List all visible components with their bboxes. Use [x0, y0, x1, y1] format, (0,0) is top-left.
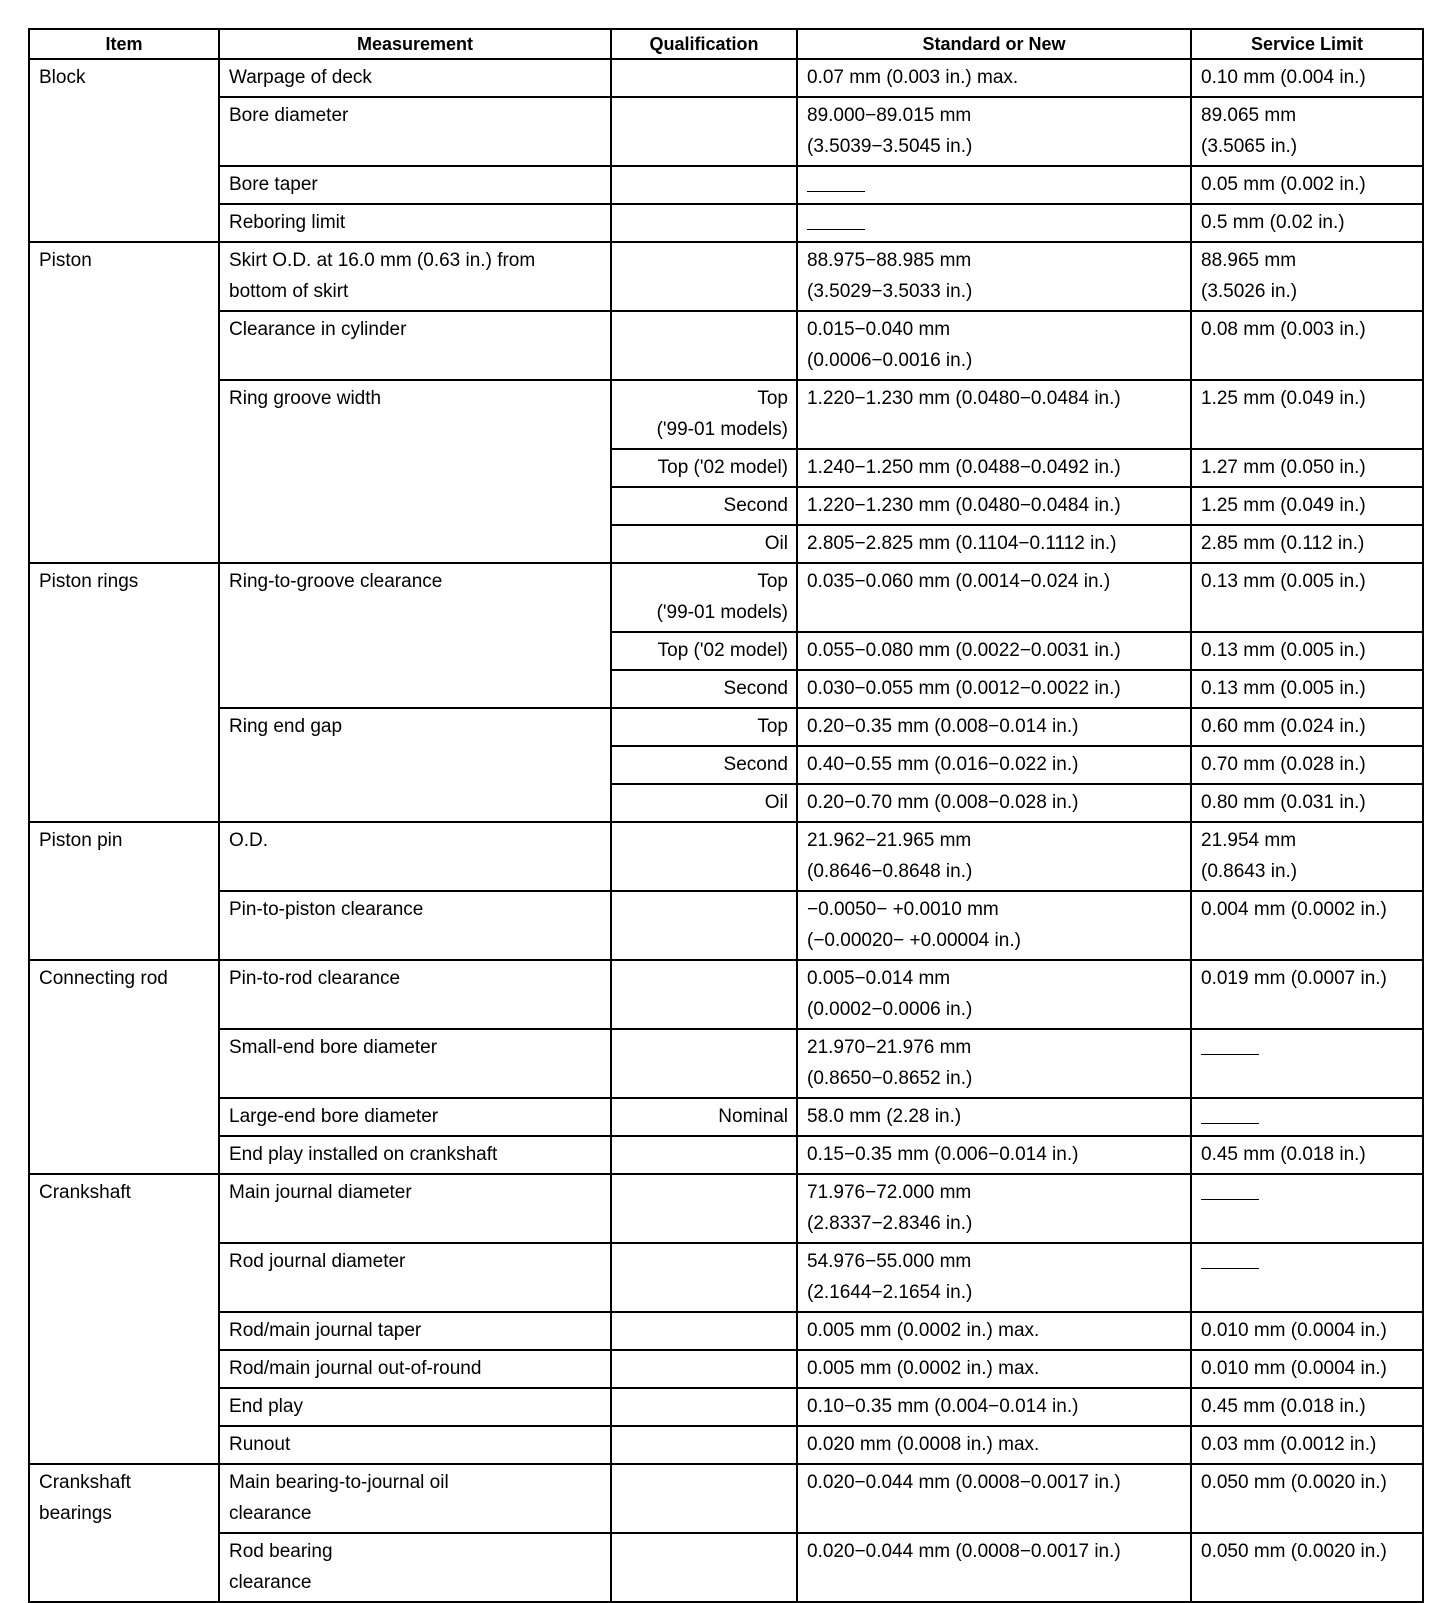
- standard-line: (0.0002−0.0006 in.): [807, 999, 973, 1020]
- standard-cell: 2.805−2.825 mm (0.1104−0.1112 in.): [797, 525, 1191, 563]
- limit-line: (3.5065 in.): [1201, 136, 1298, 157]
- table-row: [29, 97, 1423, 166]
- measurement-cell: Main journal diameter: [219, 1174, 611, 1243]
- standard-cell: 0.035−0.060 mm (0.0014−0.024 in.): [797, 563, 1191, 632]
- table-row: [29, 1464, 1423, 1533]
- limit-cell: 0.050 mm (0.0020 in.): [1191, 1533, 1423, 1602]
- standard-line: 54.976−55.000 mm: [807, 1251, 972, 1272]
- qualification-line: ('99-01 models): [656, 419, 788, 440]
- limit-cell: [1191, 822, 1423, 891]
- table-row: [29, 1174, 1423, 1243]
- qualification-cell: [611, 1243, 797, 1312]
- limit-cell: 0.004 mm (0.0002 in.): [1191, 891, 1423, 960]
- limit-line: (0.8643 in.): [1201, 861, 1298, 882]
- qualification-line: Top: [757, 388, 788, 409]
- standard-line: (2.8337−2.8346 in.): [807, 1213, 973, 1234]
- qualification-cell: [611, 891, 797, 960]
- standard-line: 21.970−21.976 mm: [807, 1037, 972, 1058]
- table-row: [29, 708, 1423, 746]
- measurement-cell: Reboring limit: [219, 204, 611, 242]
- table-row: [29, 1533, 1423, 1602]
- measurement-cell: Pin-to-rod clearance: [219, 960, 611, 1029]
- qualification-cell: Second: [611, 487, 797, 525]
- table-row: [29, 1098, 1423, 1136]
- qualification-cell: [611, 1312, 797, 1350]
- measurement-cell: Ring groove width: [219, 380, 611, 563]
- table-row: [29, 59, 1423, 97]
- qualification-cell: [611, 1350, 797, 1388]
- qualification-cell: [611, 960, 797, 1029]
- measurement-cell: Rod/main journal out-of-round: [219, 1350, 611, 1388]
- measurement-line: Main bearing-to-journal oil: [229, 1472, 449, 1493]
- standard-cell: [797, 242, 1191, 311]
- limit-cell: 0.010 mm (0.0004 in.): [1191, 1312, 1423, 1350]
- limit-cell: 0.60 mm (0.024 in.): [1191, 708, 1423, 746]
- standard-line: (2.1644−2.1654 in.): [807, 1282, 973, 1303]
- item-block: Block: [29, 59, 219, 242]
- measurement-cell: End play installed on crankshaft: [219, 1136, 611, 1174]
- limit-cell: 0.5 mm (0.02 in.): [1191, 204, 1423, 242]
- limit-line: 21.954 mm: [1201, 830, 1297, 851]
- table-row: [29, 204, 1423, 242]
- header-item: Item: [29, 29, 219, 59]
- standard-line: (0.8646−0.8648 in.): [807, 861, 973, 882]
- item-piston-rings: Piston rings: [29, 563, 219, 822]
- standard-cell: [797, 311, 1191, 380]
- dash-mark: [1201, 1199, 1259, 1200]
- standard-cell: 0.10−0.35 mm (0.004−0.014 in.): [797, 1388, 1191, 1426]
- qualification-cell: [611, 1533, 797, 1602]
- item-crankshaft-bearings: [29, 1464, 219, 1602]
- standard-cell: [797, 1174, 1191, 1243]
- standard-line: 0.005−0.014 mm: [807, 968, 951, 989]
- standard-cell: [797, 166, 1191, 204]
- qualification-cell: [611, 242, 797, 311]
- limit-cell: 0.13 mm (0.005 in.): [1191, 632, 1423, 670]
- standard-line: 21.962−21.965 mm: [807, 830, 972, 851]
- measurement-line: clearance: [229, 1503, 312, 1524]
- standard-cell: 58.0 mm (2.28 in.): [797, 1098, 1191, 1136]
- measurement-cell: Rod/main journal taper: [219, 1312, 611, 1350]
- measurement-cell: Large-end bore diameter: [219, 1098, 611, 1136]
- standard-line: (3.5039−3.5045 in.): [807, 136, 973, 157]
- qualification-cell: [611, 166, 797, 204]
- limit-cell: [1191, 97, 1423, 166]
- standard-cell: [797, 960, 1191, 1029]
- standard-line: −0.0050− +0.0010 mm: [807, 899, 999, 920]
- qualification-cell: [611, 1029, 797, 1098]
- qualification-cell: [611, 1464, 797, 1533]
- standard-cell: 1.220−1.230 mm (0.0480−0.0484 in.): [797, 487, 1191, 525]
- standard-cell: 0.15−0.35 mm (0.006−0.014 in.): [797, 1136, 1191, 1174]
- standard-line: 89.000−89.015 mm: [807, 105, 972, 126]
- standard-cell: 0.020−0.044 mm (0.0008−0.0017 in.): [797, 1533, 1191, 1602]
- measurement-cell: End play: [219, 1388, 611, 1426]
- table-row: [29, 1312, 1423, 1350]
- item-crankshaft: Crankshaft: [29, 1174, 219, 1464]
- standard-cell: 0.20−0.35 mm (0.008−0.014 in.): [797, 708, 1191, 746]
- item-piston-pin: Piston pin: [29, 822, 219, 960]
- limit-cell: [1191, 1243, 1423, 1312]
- standard-cell: [797, 204, 1191, 242]
- standard-cell: 0.055−0.080 mm (0.0022−0.0031 in.): [797, 632, 1191, 670]
- limit-cell: 0.45 mm (0.018 in.): [1191, 1136, 1423, 1174]
- qualification-cell: [611, 204, 797, 242]
- qualification-cell: [611, 311, 797, 380]
- standard-cell: 0.07 mm (0.003 in.) max.: [797, 59, 1191, 97]
- limit-cell: 0.10 mm (0.004 in.): [1191, 59, 1423, 97]
- dash-mark: [1201, 1268, 1259, 1269]
- standard-line: (0.0006−0.0016 in.): [807, 350, 973, 371]
- measurement-line: bottom of skirt: [229, 281, 349, 302]
- measurement-cell: [219, 242, 611, 311]
- qualification-cell: Top ('02 model): [611, 449, 797, 487]
- header-qualification: Qualification: [611, 29, 797, 59]
- measurement-cell: O.D.: [219, 822, 611, 891]
- qualification-cell: Second: [611, 746, 797, 784]
- header-row: [29, 29, 1423, 59]
- table-row: [29, 1243, 1423, 1312]
- limit-line: 89.065 mm: [1201, 105, 1297, 126]
- standard-line: 88.975−88.985 mm: [807, 250, 972, 271]
- table-row: [29, 1029, 1423, 1098]
- limit-cell: 0.13 mm (0.005 in.): [1191, 670, 1423, 708]
- standard-cell: [797, 891, 1191, 960]
- limit-cell: 0.010 mm (0.0004 in.): [1191, 1350, 1423, 1388]
- qualification-cell: [611, 1174, 797, 1243]
- standard-cell: [797, 822, 1191, 891]
- table-row: [29, 891, 1423, 960]
- limit-cell: 1.25 mm (0.049 in.): [1191, 380, 1423, 449]
- qualification-line: Top: [757, 571, 788, 592]
- qualification-cell: [611, 1426, 797, 1464]
- measurement-line: clearance: [229, 1572, 312, 1593]
- limit-cell: [1191, 1098, 1423, 1136]
- table-row: [29, 1350, 1423, 1388]
- table-row: [29, 563, 1423, 632]
- standard-cell: 0.020−0.044 mm (0.0008−0.0017 in.): [797, 1464, 1191, 1533]
- standard-line: 0.015−0.040 mm: [807, 319, 951, 340]
- standard-cell: 1.240−1.250 mm (0.0488−0.0492 in.): [797, 449, 1191, 487]
- limit-cell: 0.08 mm (0.003 in.): [1191, 311, 1423, 380]
- measurement-cell: Small-end bore diameter: [219, 1029, 611, 1098]
- table-row: [29, 1388, 1423, 1426]
- limit-cell: 1.27 mm (0.050 in.): [1191, 449, 1423, 487]
- limit-cell: [1191, 1029, 1423, 1098]
- limit-cell: 0.80 mm (0.031 in.): [1191, 784, 1423, 822]
- limit-cell: 0.03 mm (0.0012 in.): [1191, 1426, 1423, 1464]
- qualification-cell: Oil: [611, 784, 797, 822]
- qualification-cell: [611, 563, 797, 632]
- standard-cell: 0.40−0.55 mm (0.016−0.022 in.): [797, 746, 1191, 784]
- specifications-table: [28, 28, 1424, 1603]
- table-row: [29, 1426, 1423, 1464]
- measurement-cell: Warpage of deck: [219, 59, 611, 97]
- measurement-cell: Clearance in cylinder: [219, 311, 611, 380]
- limit-cell: 0.70 mm (0.028 in.): [1191, 746, 1423, 784]
- limit-cell: 0.45 mm (0.018 in.): [1191, 1388, 1423, 1426]
- limit-cell: 1.25 mm (0.049 in.): [1191, 487, 1423, 525]
- standard-cell: [797, 1243, 1191, 1312]
- dash-mark: [807, 191, 865, 192]
- item-line: Crankshaft: [39, 1472, 131, 1493]
- standard-line: (−0.00020− +0.00004 in.): [807, 930, 1021, 951]
- limit-cell: [1191, 1174, 1423, 1243]
- standard-cell: 0.030−0.055 mm (0.0012−0.0022 in.): [797, 670, 1191, 708]
- standard-cell: 0.020 mm (0.0008 in.) max.: [797, 1426, 1191, 1464]
- limit-cell: 0.05 mm (0.002 in.): [1191, 166, 1423, 204]
- measurement-cell: Runout: [219, 1426, 611, 1464]
- dash-mark: [807, 229, 865, 230]
- limit-line: 88.965 mm: [1201, 250, 1297, 271]
- limit-cell: 2.85 mm (0.112 in.): [1191, 525, 1423, 563]
- measurement-cell: Rod journal diameter: [219, 1243, 611, 1312]
- measurement-cell: Ring end gap: [219, 708, 611, 822]
- standard-line: (3.5029−3.5033 in.): [807, 281, 973, 302]
- measurement-cell: Bore taper: [219, 166, 611, 204]
- measurement-cell: Ring-to-groove clearance: [219, 563, 611, 708]
- standard-line: 71.976−72.000 mm: [807, 1182, 972, 1203]
- qualification-cell: Second: [611, 670, 797, 708]
- measurement-cell: [219, 1533, 611, 1602]
- measurement-cell: [219, 1464, 611, 1533]
- qualification-cell: [611, 380, 797, 449]
- standard-cell: 0.005 mm (0.0002 in.) max.: [797, 1312, 1191, 1350]
- header-service-limit: Service Limit: [1191, 29, 1423, 59]
- table-row: [29, 960, 1423, 1029]
- table-row: [29, 166, 1423, 204]
- limit-line: (3.5026 in.): [1201, 281, 1298, 302]
- standard-cell: 1.220−1.230 mm (0.0480−0.0484 in.): [797, 380, 1191, 449]
- qualification-cell: Top ('02 model): [611, 632, 797, 670]
- dash-mark: [1201, 1123, 1259, 1124]
- qualification-cell: Top: [611, 708, 797, 746]
- qualification-line: ('99-01 models): [656, 602, 788, 623]
- table-row: [29, 380, 1423, 449]
- qualification-cell: [611, 97, 797, 166]
- limit-cell: 0.13 mm (0.005 in.): [1191, 563, 1423, 632]
- item-line: bearings: [39, 1503, 112, 1524]
- standard-cell: [797, 1029, 1191, 1098]
- standard-line: (0.8650−0.8652 in.): [807, 1068, 973, 1089]
- qualification-cell: [611, 1388, 797, 1426]
- limit-cell: [1191, 242, 1423, 311]
- table-row: [29, 1136, 1423, 1174]
- header-measurement: Measurement: [219, 29, 611, 59]
- measurement-cell: Pin-to-piston clearance: [219, 891, 611, 960]
- measurement-line: Skirt O.D. at 16.0 mm (0.63 in.) from: [229, 250, 536, 271]
- standard-cell: 0.005 mm (0.0002 in.) max.: [797, 1350, 1191, 1388]
- qualification-cell: [611, 59, 797, 97]
- item-piston: Piston: [29, 242, 219, 563]
- qualification-cell: Oil: [611, 525, 797, 563]
- header-standard: Standard or New: [797, 29, 1191, 59]
- dash-mark: [1201, 1054, 1259, 1055]
- measurement-cell: Bore diameter: [219, 97, 611, 166]
- table-row: [29, 242, 1423, 311]
- table-row: [29, 311, 1423, 380]
- qualification-cell: Nominal: [611, 1098, 797, 1136]
- standard-cell: 0.20−0.70 mm (0.008−0.028 in.): [797, 784, 1191, 822]
- qualification-cell: [611, 822, 797, 891]
- table-row: [29, 822, 1423, 891]
- limit-cell: 0.019 mm (0.0007 in.): [1191, 960, 1423, 1029]
- standard-cell: [797, 97, 1191, 166]
- limit-cell: 0.050 mm (0.0020 in.): [1191, 1464, 1423, 1533]
- measurement-line: Rod bearing: [229, 1541, 333, 1562]
- item-connecting-rod: Connecting rod: [29, 960, 219, 1174]
- qualification-cell: [611, 1136, 797, 1174]
